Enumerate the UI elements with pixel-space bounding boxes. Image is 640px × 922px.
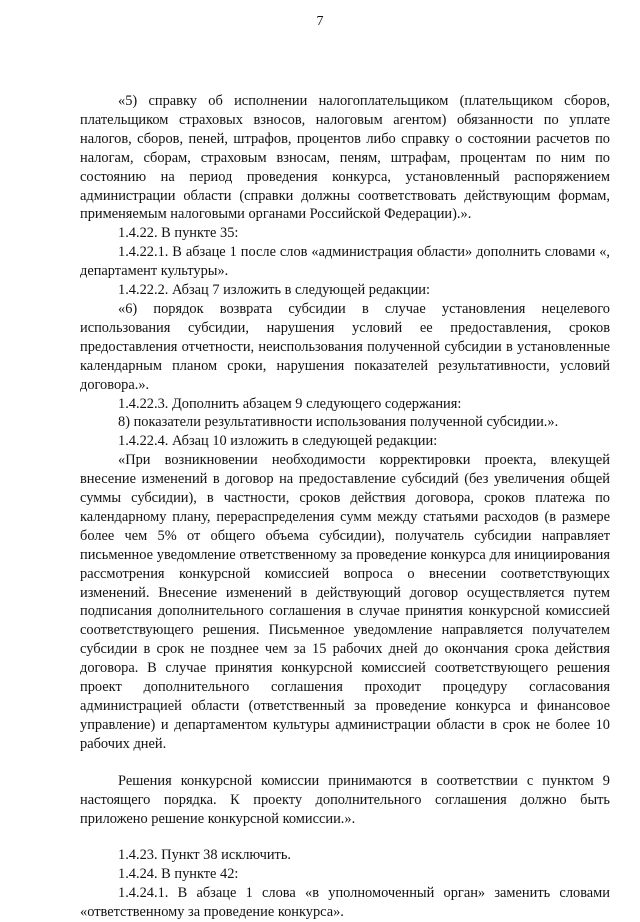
paragraph-1-4-24-1: 1.4.24.1. В абзаце 1 слова «в уполномоченный орган» заменить словами «ответственному за проведение конкурса». [80,885,610,921]
paragraph-tax-certificate: «5) справку об исполнении налогоплательщиком (плательщиком сборов, плательщиком страховых взносов, налоговым агентом) обязанности по уплате налогов, сборов, пеней, штрафов, процентов либо справку о состоянии расчетов по налогам, сборам, страховым взносам, пеням, штрафам, процентам по ним по состоянию на период проведения конкурса, установленный распоряжением администрации области (справки должны соответствовать действующим формам, применяемым налоговыми органами Российской Федерации).». [80,93,610,223]
paragraph-1-4-22-2: 1.4.22.2. Абзац 7 изложить в следующей редакции: [118,282,430,299]
page-number: 7 [316,14,324,29]
paragraph-commission-decisions: Решения конкурсной комиссии принимаются в соответствии с пунктом 9 настоящего порядка. К проекту дополнительного соглашения должно быть приложено решение конкурсной комиссии.». [80,772,610,827]
paragraph-subsidy-return: «6) порядок возврата субсидии в случае установления нецелевого использования субсидии, нарушения условий ее предоставления, сроков предоставления отчетности, неиспользования полученной субсидии в установленные календарным планом сроки, нарушения показателей результативности, условий договора.». [80,300,610,393]
paragraph-performance-indicators: 8) показатели результативности использования полученной субсидии.». [118,414,559,431]
paragraph-1-4-22: 1.4.22. В пункте 35: [118,225,239,242]
paragraph-1-4-22-4: 1.4.22.4. Абзац 10 изложить в следующей редакции: [118,433,438,450]
paragraph-1-4-23: 1.4.23. Пункт 38 исключить. [118,847,291,864]
paragraph-1-4-22-1: 1.4.22.1. В абзаце 1 после слов «администрация области» дополнить словами «, департамент культуры». [80,244,610,280]
paragraph-project-correction: «При возникновении необходимости корректировки проекта, влекущей внесение изменений в договор на предоставление субсидий (без увеличения общей суммы субсидии), в частности, сроков действия договора, сроков платежа по календарному плану, перераспределения сумм между статьями расходов (в размере более чем 5% от общего объема субсидии), получатель субсидии направляет письменное уведомление ответственному за проведение конкурса для инициирования рассмотрения конкурсной комиссией вопроса о внесении соответствующих изменений. Внесение изменений в действующий договор осуществляется путем подписания дополнительного соглашения в случае принятия конкурсной комиссией соответствующего решения. Письменное уведомление направляется получателем субсидии в срок не позднее чем за 15 рабочих дней до окончания срока действия договора. В случае принятия конкурсной комиссией соответствующего решения проект дополнительного соглашения проходит процедуру согласования администрацией области (ответственный за проведение конкурса и финансовое управление) и департаментом культуры администрации области в срок не более 10 рабочих дней. [80,452,610,752]
paragraph-1-4-24: 1.4.24. В пункте 42: [118,866,239,883]
paragraph-1-4-22-3: 1.4.22.3. Дополнить абзацем 9 следующего содержания: [118,395,462,412]
document-body [80,92,610,922]
